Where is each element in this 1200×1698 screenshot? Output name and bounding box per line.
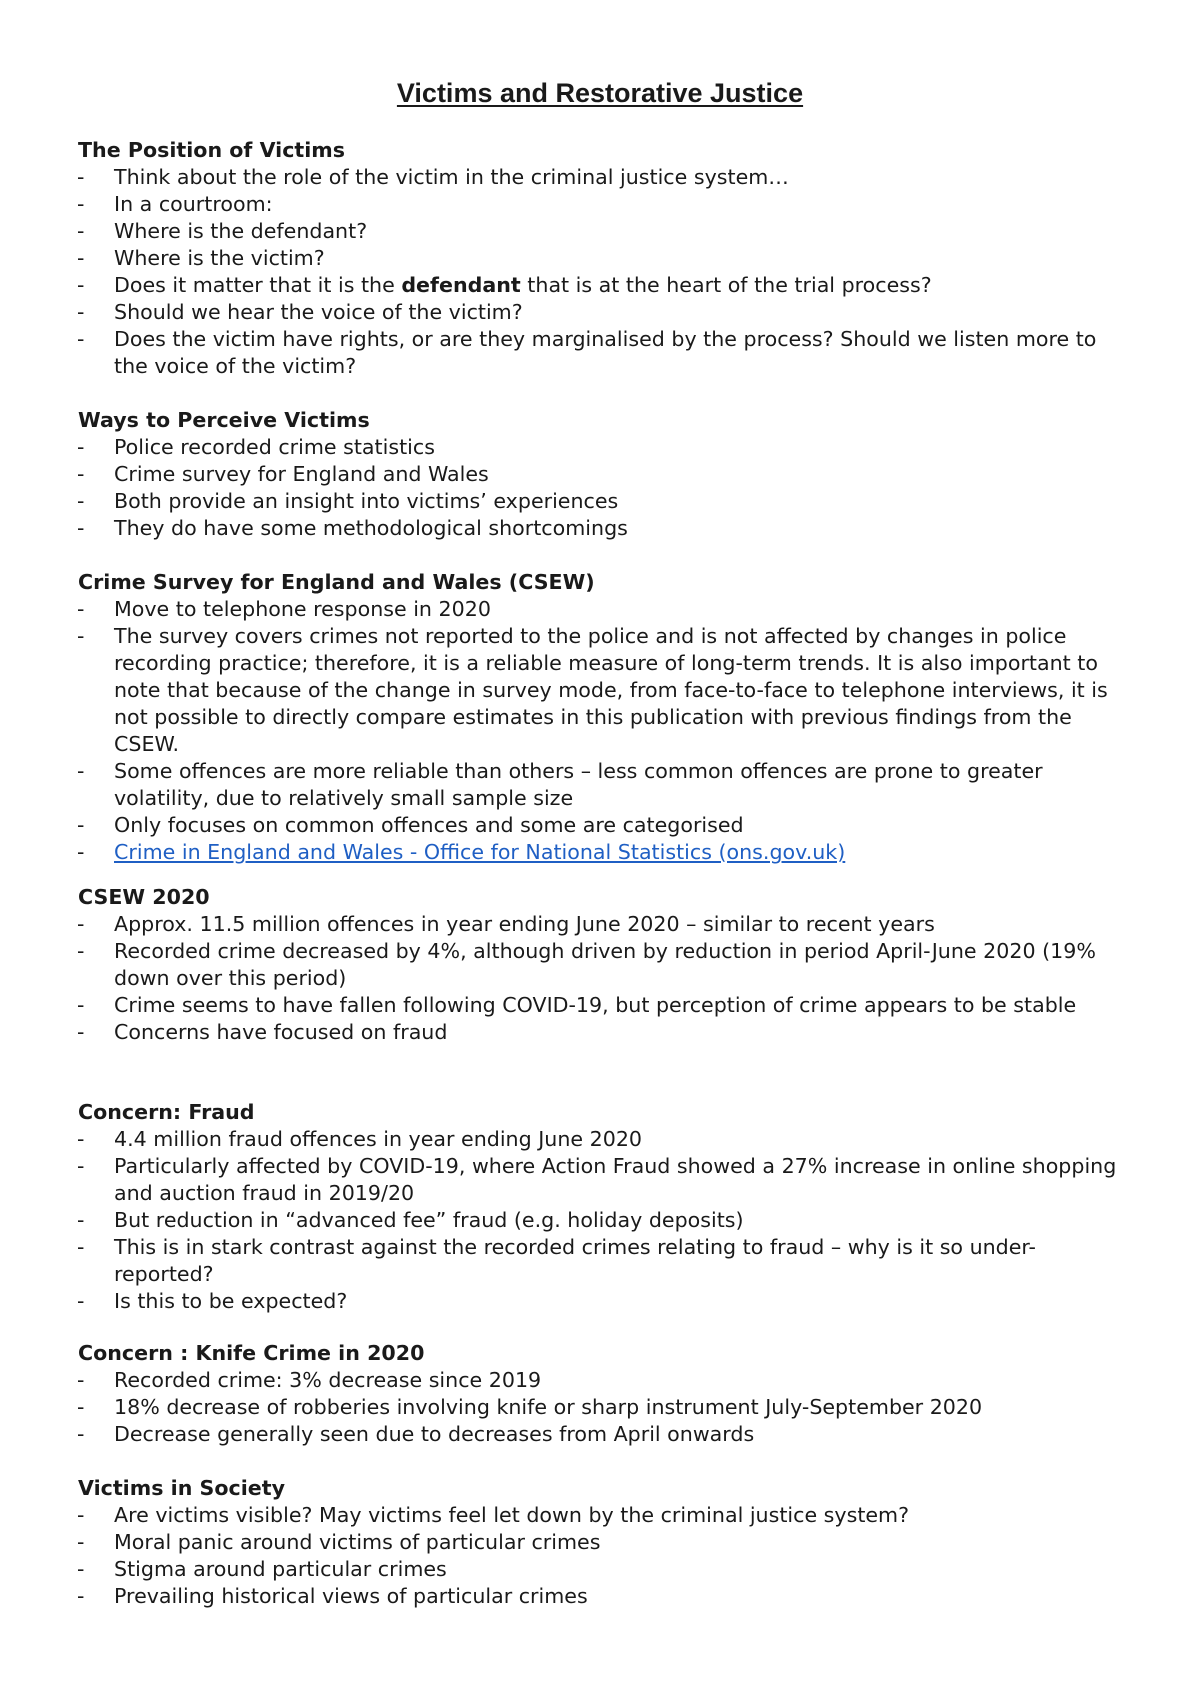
list-item [78,326,1128,380]
bullet-list [78,1502,1128,1610]
section-heading: Ways to Perceive Victims [78,408,370,432]
list-item [78,461,1128,488]
bullet-dash: - [77,1235,85,1259]
list-item [78,1288,1128,1315]
list-item [78,623,1128,758]
list-item [78,218,1128,245]
bullet-dash: - [77,840,85,864]
bullet-list [78,434,1128,542]
list-item-text: 18% decrease of robberies involving knife or sharp instrument July-September 2020 [114,1395,983,1419]
list-item-text: Does the victim have rights, or are they marginalised by the process? Should we listen more to the voice of the victim? [114,327,1097,378]
bullet-dash: - [77,516,85,540]
section-victims-in-society [78,1475,1128,1610]
list-item-text: Where is the victim? [114,246,325,270]
list-item-text: Are victims visible? May victims feel let down by the criminal justice system? [114,1503,910,1527]
bullet-dash: - [77,1395,85,1419]
list-item [78,1394,1128,1421]
section-heading: The Position of Victims [78,138,346,162]
bullet-dash: - [77,273,85,297]
section-heading: Concern : Knife Crime in 2020 [78,1341,425,1365]
list-item-text: Crime survey for England and Wales [114,462,489,486]
bullet-dash: - [77,327,85,351]
list-item [78,1583,1128,1610]
list-item-text: 4.4 million fraud offences in year ending June 2020 [114,1127,643,1151]
list-item-text: Recorded crime decreased by 4%, although driven by reduction in period April-June 2020 (19% down over this period) [114,939,1096,990]
list-item-text: Recorded crime: 3% decrease since 2019 [114,1368,542,1392]
list-item-text: Should we hear the voice of the victim? [114,300,523,324]
list-item-text: Both provide an insight into victims’ experiences [114,489,619,513]
bullet-dash: - [77,597,85,621]
list-item-text: But reduction in “advanced fee” fraud (e.g. holiday deposits) [114,1208,744,1232]
bullet-list [78,911,1128,1046]
bullet-dash: - [77,1208,85,1232]
section-heading: CSEW 2020 [78,885,210,909]
list-item [78,1556,1128,1583]
list-item-text: In a courtroom: [114,192,273,216]
bullet-dash: - [77,1289,85,1313]
section-position-of-victims [78,137,1128,380]
list-item-text: Some offences are more reliable than others – less common offences are prone to greater volatility, due to relatively small sample size [114,759,1043,810]
bullet-dash: - [77,912,85,936]
ons-crime-link[interactable]: Crime in England and Wales - Office for National Statistics (ons.gov.uk) [114,840,846,864]
list-item-text: Concerns have focused on fraud [114,1020,448,1044]
list-item [78,1234,1128,1288]
bullet-dash: - [77,939,85,963]
bullet-dash: - [77,462,85,486]
list-item [78,245,1128,272]
emphasis-text: defendant [401,273,521,297]
list-item-text: Decrease generally seen due to decreases from April onwards [114,1422,755,1446]
list-item [78,272,1128,299]
bullet-dash: - [77,1368,85,1392]
list-item [78,839,1128,866]
list-item-text: Stigma around particular crimes [114,1557,447,1581]
list-item [78,596,1128,623]
bullet-list [78,1126,1128,1315]
bullet-dash: - [77,1422,85,1446]
list-item-text: They do have some methodological shortcomings [114,516,628,540]
section-heading: Victims in Society [78,1476,286,1500]
list-item-text: Where is the defendant? [114,219,368,243]
bullet-dash: - [77,1557,85,1581]
list-item [78,938,1128,992]
section-concern-knife-crime [78,1340,1128,1448]
section-heading: Concern: Fraud [78,1100,255,1124]
list-item [78,488,1128,515]
list-item [78,191,1128,218]
list-item [78,758,1128,812]
list-item [78,1153,1128,1207]
list-item [78,164,1128,191]
list-item [78,1126,1128,1153]
bullet-dash: - [77,300,85,324]
list-item-text: Crime seems to have fallen following COVID-19, but perception of crime appears to be stable [114,993,1077,1017]
list-item-text: Think about the role of the victim in the criminal justice system… [114,165,789,189]
bullet-dash: - [77,1020,85,1044]
list-item-text: Move to telephone response in 2020 [114,597,491,621]
section-csew [78,569,1128,866]
list-item-text: Only focuses on common offences and some are categorised [114,813,744,837]
list-item [78,434,1128,461]
text-run: Does it matter that it is the [114,273,402,297]
list-item [78,812,1128,839]
list-item-text: Is this to be expected? [114,1289,348,1313]
list-item-text: Police recorded crime statistics [114,435,435,459]
bullet-dash: - [77,1584,85,1608]
section-csew-2020 [78,884,1128,1046]
list-item [78,1502,1128,1529]
bullet-dash: - [77,435,85,459]
list-item [78,1421,1128,1448]
bullet-dash: - [77,1530,85,1554]
bullet-dash: - [77,624,85,648]
list-item-text: This is in stark contrast against the recorded crimes relating to fraud – why is it so under-reported? [114,1235,1036,1286]
list-item [78,1367,1128,1394]
bullet-dash: - [77,219,85,243]
list-item-text [114,273,932,297]
bullet-list [78,596,1128,866]
section-ways-to-perceive-victims [78,407,1128,542]
bullet-list [78,1367,1128,1448]
bullet-dash: - [77,1503,85,1527]
bullet-dash: - [77,246,85,270]
list-item [78,1529,1128,1556]
list-item [78,1019,1128,1046]
list-item [78,911,1128,938]
bullet-dash: - [77,165,85,189]
list-item-text: Moral panic around victims of particular crimes [114,1530,601,1554]
list-item-text: Approx. 11.5 million offences in year ending June 2020 – similar to recent years [114,912,935,936]
bullet-dash: - [77,1127,85,1151]
list-item [78,1207,1128,1234]
bullet-dash: - [77,759,85,783]
text-run: that is at the heart of the trial process? [520,273,932,297]
bullet-dash: - [77,813,85,837]
section-concern-fraud [78,1099,1128,1315]
list-item-text: Particularly affected by COVID-19, where Action Fraud showed a 27% increase in online shopping and auction fraud in 2019/20 [114,1154,1117,1205]
document-title: Victims and Restorative Justice [396,78,804,108]
bullet-dash: - [77,1154,85,1178]
bullet-dash: - [77,489,85,513]
list-item [78,515,1128,542]
bullet-list [78,164,1128,380]
list-item [78,299,1128,326]
bullet-dash: - [77,192,85,216]
list-item-text: The survey covers crimes not reported to the police and is not affected by changes in police recording practice; therefore, it is a reliable measure of long-term trends. It is also important to note that because of the change in survey mode, from face-to-face to telephone interviews, it is not possible to directly compare estimates in this publication with previous findings from the CSEW. [114,624,1108,756]
list-item-text: Prevailing historical views of particular crimes [114,1584,588,1608]
section-heading: Crime Survey for England and Wales (CSEW) [78,570,595,594]
list-item [78,992,1128,1019]
bullet-dash: - [77,993,85,1017]
